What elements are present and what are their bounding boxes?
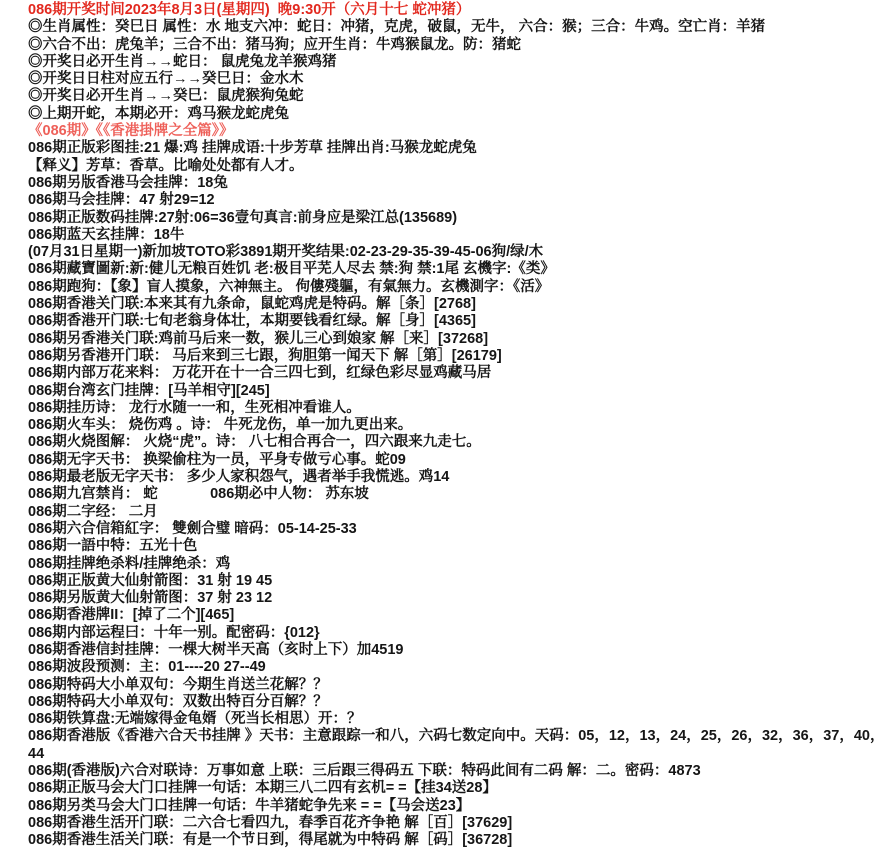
text-line: 086期香港生活关门联：有是一个节日到，得尾就为中特码 解［码］[36728]	[28, 832, 513, 849]
text-line: 086期正版彩图挂:21 爆:鸡 挂牌成语:十步芳草 挂牌出肖:马猴龙蛇虎兔	[28, 140, 477, 157]
text-line: (07月31日星期一)新加坡TOTO彩3891期开奖结果:02-23-29-35-39-45-06狗/绿/木	[28, 244, 544, 261]
text-line: ◎开奖日必开生肖→→癸巳：鼠虎猴狗兔蛇	[28, 88, 304, 105]
text-line: ◎开奖日必开生肖→→蛇日： 鼠虎兔龙羊猴鸡猪	[28, 53, 337, 70]
text-line: 086期一語中特：五光十色	[28, 538, 198, 555]
text-line: 086期(香港版)六合对联诗：万事如意 上联：三后跟三得码五 下联：特码此间有二码 解：二。密码：4873	[28, 763, 701, 780]
text-line: 086期香港开门联:七旬老翁身体壮，本期要钱看红绿。解［身］[4365]	[28, 313, 476, 330]
text-line: 086期波段预测：主：01----20 27--49	[28, 659, 266, 676]
text-line: ◎开奖日日柱对应五行→→癸巳日：金水木	[28, 71, 304, 88]
text-line: 086期另香港关门联:鸡前马后来一数，猴儿三心到娘家 解［来］[37268]	[28, 330, 489, 347]
lines-container	[28, 2, 885, 850]
text-line: 086期特码大小单双句：今期生肖送兰花解？？	[28, 676, 328, 693]
text-line: 086期马会挂牌：47 射29=12	[28, 192, 215, 209]
text-line: 086期六合信箱紅字： 雙劍合璧 暗码：05-14-25-33	[28, 520, 357, 537]
text-line: 086期内部万花来料： 万花开在十一合三四七到，红绿色彩尽显鸡藏马居	[28, 365, 492, 382]
text-line: 086期另香港开门联： 马后来到三七跟，狗胆第一闻天下 解［第］[26179]	[28, 347, 502, 364]
text-line: 086期香港版《香港六合天书挂牌 》天书：主意跟踪一和八，六码七数定向中。天码：05，12，13，24，25，26，32，36，37，40，44	[28, 728, 885, 762]
text-line: 086期火烧图解： 火烧“虎”。诗： 八七相合再合一，四六跟来九走七。	[28, 434, 481, 451]
text-line: 086期正版数码挂牌:27射:06=36壹句真言:前身应是梁江总(135689)	[28, 209, 458, 226]
text-line: 086期另版香港马会挂牌：18兔	[28, 174, 228, 191]
text-line: 086期跑狗：【象】盲人摸象，六神無主。 佝僂殘軀，有氣無力。玄機測字：《活》	[28, 278, 550, 295]
text-line: 086期特码大小单双句：双数出特百分百解？？	[28, 693, 328, 710]
text-line: 《086期》《《香港掛牌之全篇》》	[28, 123, 234, 140]
text-line: 086期藏寶圖新:新:健儿无粮百姓饥 老:极目平芜人尽去 禁:狗 禁:1尾 玄機字:《类》	[28, 261, 555, 278]
text-line: 086期无字天书： 换梁偷柱为一员，平身专做亏心事。蛇09	[28, 451, 406, 468]
text-line: 086期最老版无字天书： 多少人家积怨气，遇者举手我慌逃。鸡14	[28, 469, 450, 486]
text-line: 086期香港信封挂牌：一棵大树半天高（亥时上下）加4519	[28, 641, 404, 658]
text-line: 086期九宫禁肖： 蛇 086期必中人物： 苏东坡	[28, 486, 369, 503]
text-line: 086期挂牌绝杀料/挂牌绝杀：鸡	[28, 555, 231, 572]
text-line: 086期另版黄大仙射箭图：37 射 23 12	[28, 590, 273, 607]
text-line: 【释义】芳草：香草。比喻处处都有人才。	[28, 157, 304, 174]
text-line: 086期正版黄大仙射箭图：31 射 19 45	[28, 572, 273, 589]
text-line: 086期台湾玄门挂牌：[马羊相守][245]	[28, 382, 270, 399]
text-line: 086期香港关门联:本来其有九条命，鼠蛇鸡虎是特码。解［条］[2768]	[28, 296, 476, 313]
text-line: 086期另类马会大门口挂牌一句话：牛羊猪蛇争先来 = =【马会送23】	[28, 797, 471, 814]
text-line: 086期火车头： 烧伤鸡 。诗： 牛死龙伤，单一加九更出来。	[28, 417, 413, 434]
text-line: 086期二字经： 二月	[28, 503, 158, 520]
text-line: 086期挂历诗： 龙行水随一一和，生死相冲看谁人。	[28, 399, 361, 416]
text-line: 086期香港牌II：[掉了二个][465]	[28, 607, 235, 624]
text-line: 086期正版马会大门口挂牌一句话：本期三八二四有玄机= =【挂34送28】	[28, 780, 497, 797]
text-line: 086期内部运程曰：十年一别。配密码：{012}	[28, 624, 320, 641]
text-line: ◎六合不出：虎兔羊；三合不出：猪马狗；应开生肖：牛鸡猴鼠龙。防：猪蛇	[28, 36, 521, 53]
text-line: ◎上期开蛇，本期必开：鸡马猴龙蛇虎兔	[28, 105, 289, 122]
text-line: 086期蓝天玄挂牌：18牛	[28, 226, 185, 243]
text-line: 086期铁算盘:无端嫁得金龟婿（死当长相思）开：？	[28, 711, 362, 728]
text-line: 086期开奖时间2023年8月3日(星期四) 晚9:30开（六月十七 蛇冲猪）	[28, 2, 471, 18]
text-line: ◎生肖属性：癸巳日 属性：水 地支六冲：蛇日：冲猪，克虎，破鼠，无牛， 六合：猴；三合：牛鸡。空亡肖：羊猪	[28, 19, 766, 36]
text-line: 086期香港生活开门联：二六合七看四九，春季百花齐争艳 解［百］[37629]	[28, 814, 513, 831]
